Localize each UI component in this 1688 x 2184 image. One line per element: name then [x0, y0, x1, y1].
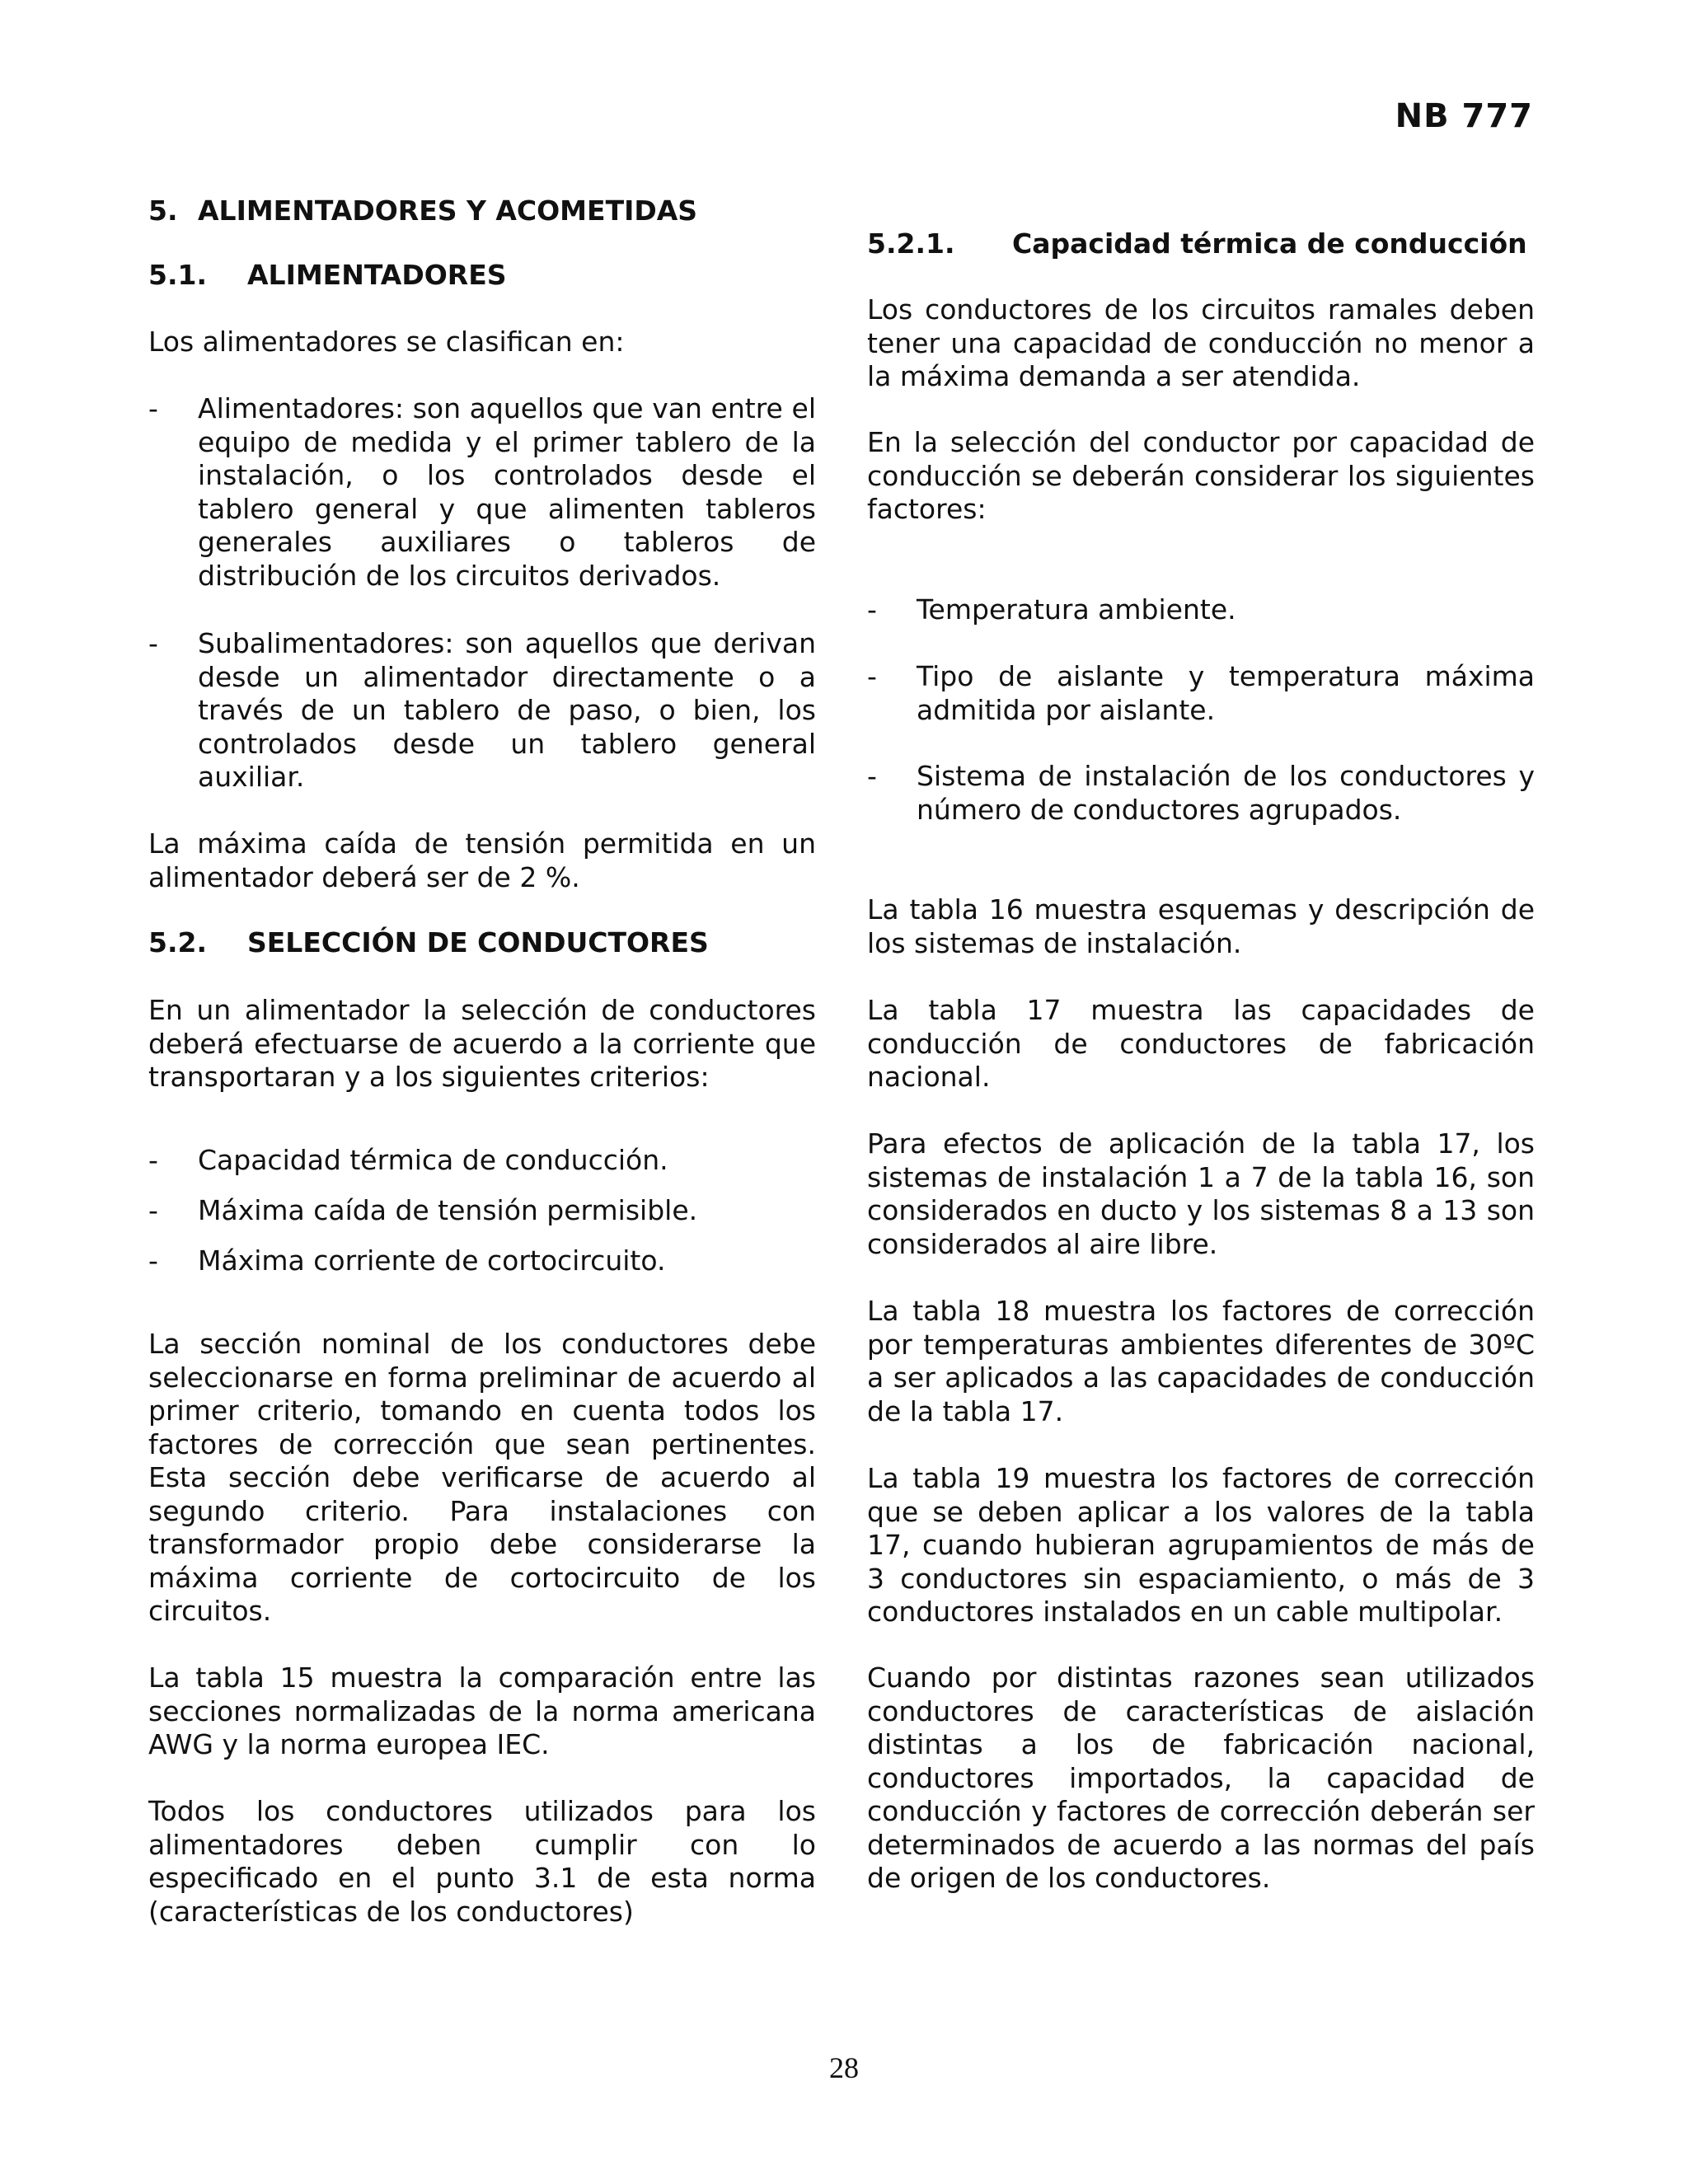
list-item	[867, 760, 1535, 827]
paragraph: La tabla 16 muestra esquemas y descripción de los sistemas de instalación.	[867, 893, 1535, 959]
heading-number: 5.2.1.	[867, 227, 955, 260]
document-code: NB 777	[1395, 97, 1533, 135]
heading-5	[148, 194, 816, 228]
bullet-dash: -	[148, 392, 158, 424]
list-item-text: Máxima caída de tensión permisible.	[198, 1194, 698, 1226]
list-item-text: Subalimentadores: son aquellos que derivan desde un alimentador directamente o a través de un tablero de paso, o bien, los controlados desde un tablero general auxiliar.	[198, 627, 816, 793]
list-item	[148, 1144, 816, 1178]
list-item	[148, 627, 816, 794]
heading-title: ALIMENTADORES	[247, 259, 507, 291]
paragraph: La tabla 15 muestra la comparación entre las secciones normalizadas de la norma americana AWG y la norma europea IEC.	[148, 1661, 816, 1760]
bullet-dash: -	[148, 1194, 158, 1226]
heading-5-2-1	[867, 227, 1535, 261]
list-item-text: Capacidad térmica de conducción.	[198, 1144, 668, 1176]
heading-title: Capacidad térmica de conducción	[1012, 227, 1527, 260]
page-number: 28	[829, 2051, 859, 2084]
list-item	[148, 1244, 816, 1278]
heading-5-1	[148, 259, 816, 293]
paragraph: Los alimentadores se clasifican en:	[148, 326, 625, 358]
list-item	[867, 660, 1535, 727]
bullet-dash: -	[867, 593, 877, 626]
paragraph: La sección nominal de los conductores debe seleccionarse en forma preliminar de acuerdo al primer criterio, tomando en cuenta todos los factores de corrección que sean pertinentes. Esta sección debe verificarse de acuerdo al segundo criterio. Para instalaciones con transformador propio debe considerarse la máxima corriente de cortocircuito de los circuitos.	[148, 1328, 816, 1627]
paragraph: La máxima caída de tensión permitida en un alimentador deberá ser de 2 %.	[148, 827, 816, 893]
paragraph: Los conductores de los circuitos ramales deben tener una capacidad de conducción no menor a la máxima demanda a ser atendida.	[867, 293, 1535, 392]
heading-number: 5.1.	[148, 259, 207, 291]
list-item-text: Máxima corriente de cortocircuito.	[198, 1244, 666, 1277]
paragraph: Todos los conductores utilizados para los alimentadores deben cumplir con lo especificado en el punto 3.1 de esta norma (características de los conductores)	[148, 1795, 816, 1928]
bullet-dash: -	[867, 760, 877, 792]
list-item	[148, 392, 816, 593]
list-item-text: Alimentadores: son aquellos que van entre el equipo de medida y el primer tablero de la instalación, o los controlados desde el tablero general y que alimenten tableros generales auxiliares o tableros de distribución de los circuitos derivados.	[198, 392, 816, 592]
list-item-text: Tipo de aislante y temperatura máxima admitida por aislante.	[917, 660, 1535, 726]
list-item-text: Temperatura ambiente.	[917, 593, 1236, 626]
paragraph: Para efectos de aplicación de la tabla 17, los sistemas de instalación 1 a 7 de la tabla 16, son considerados en ducto y los sistemas 8 a 13 son considerados al aire libre.	[867, 1127, 1535, 1260]
list-item	[148, 1194, 816, 1228]
heading-number: 5.2.	[148, 926, 207, 958]
paragraph: En la selección del conductor por capacidad de conducción se deberán considerar los siguientes factores:	[867, 426, 1535, 525]
paragraph: La tabla 18 muestra los factores de corrección por temperaturas ambientes diferentes de 30ºC a ser aplicados a las capacidades de conducción de la tabla 17.	[867, 1295, 1535, 1427]
paragraph: Cuando por distintas razones sean utilizados conductores de características de aislación distintas a los de fabricación nacional, conductores importados, la capacidad de conducción y factores de corrección deberán ser determinados de acuerdo a las normas del país de origen de los conductores.	[867, 1661, 1535, 1894]
list-item-text: Sistema de instalación de los conductores y número de conductores agrupados.	[917, 760, 1535, 826]
paragraph: En un alimentador la selección de conductores deberá efectuarse de acuerdo a la corriente que transportaran y a los siguientes criterios:	[148, 994, 816, 1093]
bullet-dash: -	[148, 627, 158, 659]
bullet-dash: -	[148, 1244, 158, 1277]
list-item	[867, 593, 1535, 627]
heading-title: ALIMENTADORES Y ACOMETIDAS	[198, 194, 698, 227]
heading-5-2	[148, 926, 816, 960]
bullet-dash: -	[148, 1144, 158, 1176]
paragraph: La tabla 19 muestra los factores de corrección que se deben aplicar a los valores de la tabla 17, cuando hubieran agrupamientos de más de 3 conductores sin espaciamiento, o más de 3 conductores instalados en un cable multipolar.	[867, 1462, 1535, 1628]
paragraph: La tabla 17 muestra las capacidades de conducción de conductores de fabricación nacional.	[867, 994, 1535, 1093]
heading-number: 5.	[148, 194, 178, 227]
bullet-dash: -	[867, 660, 877, 692]
heading-title: SELECCIÓN DE CONDUCTORES	[247, 926, 709, 958]
